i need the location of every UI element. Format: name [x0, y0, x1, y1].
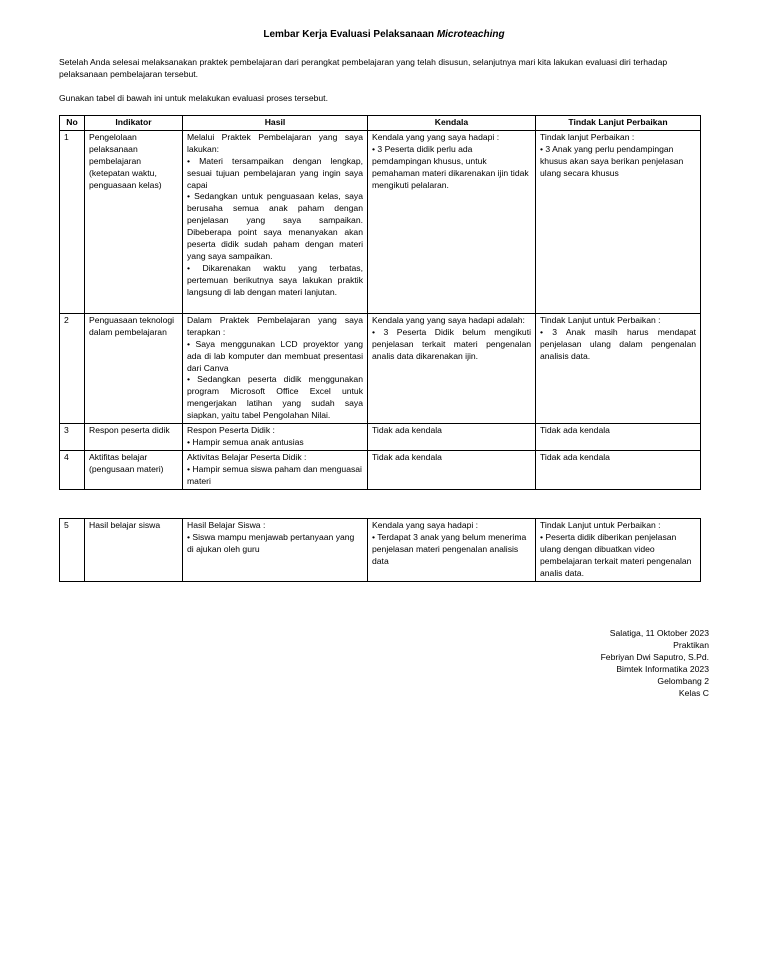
- cell-line: • 3 Peserta Didik belum mengikuti penjelasan terkait materi pengenalan analis data dikarenakan ijin.: [372, 326, 531, 361]
- header-no: No: [60, 116, 85, 131]
- header-hasil: Hasil: [183, 116, 368, 131]
- cell-line: Kendala yang saya hadapi :: [372, 520, 479, 530]
- cell-line: • Hampir semua siswa paham dan menguasai materi: [187, 463, 362, 486]
- cell-no: 4: [60, 450, 85, 489]
- evaluation-table-continued: [59, 518, 701, 582]
- cell-line: Melalui Praktek Pembelajaran yang saya lakukan:: [187, 131, 363, 154]
- header-tindak-lanjut: Tindak Lanjut Perbaikan: [536, 116, 701, 131]
- cell-line: • Sedangkan untuk penguasaan kelas, saya berusaha semua anak paham dengan penjelasan yang saya sampaikan. Dibeberapa point saya menanyakan akan peserta didik sudah paham dengan materi yang saya sampaikan.: [187, 191, 363, 261]
- cell-kendala: [368, 313, 536, 423]
- cell-line: • Materi tersampaikan dengan lengkap, sesuai tujuan pembelajaran yang ingin saya capai: [187, 155, 363, 190]
- cell-tindak-lanjut: [536, 519, 701, 582]
- cell-tindak-lanjut: Tidak ada kendala: [536, 424, 701, 451]
- cell-tindak-lanjut: [536, 130, 701, 313]
- signature-name: Febriyan Dwi Saputro, S.Pd.: [600, 652, 709, 662]
- header-kendala: Kendala: [368, 116, 536, 131]
- cell-line: • Peserta didik diberikan penjelasan ulang dengan dibuatkan video pembelajaran terkait materi pengenalan analis data.: [540, 531, 692, 578]
- cell-line: Aktivitas Belajar Peserta Didik :: [187, 451, 307, 462]
- cell-kendala: [368, 519, 536, 582]
- cell-line: Dalam Praktek Pembelajaran yang saya terapkan :: [187, 314, 363, 337]
- cell-indikator: Respon peserta didik: [85, 424, 183, 451]
- table-row: [60, 519, 701, 582]
- signature-batch: Gelombang 2: [657, 676, 709, 686]
- cell-kendala: [368, 130, 536, 313]
- cell-line: Tindak Lanjut untuk Perbaikan :: [540, 520, 661, 530]
- evaluation-table: [59, 115, 701, 490]
- cell-line: • Sedangkan peserta didik menggunakan program Microsoft Office Excel untuk mengerjakan latihan yang sudah saya siapkan, yaitu tabel Pengolahan Nilai.: [187, 374, 363, 421]
- cell-tindak-lanjut: [536, 313, 701, 423]
- cell-kendala: Tidak ada kendala: [368, 450, 536, 489]
- cell-line: • Terdapat 3 anak yang belum menerima penjelasan materi pengenalan analisis data: [372, 531, 527, 566]
- cell-line: • Dikarenakan waktu yang terbatas, pertemuan berikutnya saya lakukan praktik langsung di lab dengan materi lanjutan.: [187, 262, 363, 297]
- header-indikator: Indikator: [85, 116, 183, 131]
- cell-no: 1: [60, 130, 85, 313]
- intro-paragraph: Setelah Anda selesai melaksanakan praktek pembelajaran dari perangkat pembelajaran yang telah disusun, selanjutnya mari kita lakukan evaluasi diri terhadap pelaksanaan pembelajaran tersebut.: [59, 57, 668, 79]
- cell-line: Respon Peserta Didik :: [187, 425, 275, 436]
- signature-class: Kelas C: [678, 688, 709, 698]
- signature-place-date: Salatiga, 11 Oktober 2023: [609, 628, 709, 638]
- cell-line: Tindak Lanjut untuk Perbaikan :: [540, 314, 661, 325]
- cell-hasil: [183, 424, 368, 451]
- cell-hasil: [183, 450, 368, 489]
- table-row: [60, 450, 701, 489]
- cell-line: • 3 Anak masih harus mendapat penjelasan ulang dalam pengenalan analisis data.: [540, 326, 696, 361]
- cell-indikator: Penguasaan teknologi dalam pembelajaran: [85, 313, 183, 423]
- signature-program: Bimtek Informatika 2023: [616, 664, 709, 674]
- cell-no: 3: [60, 424, 85, 451]
- signature-role: Praktikan: [673, 640, 709, 650]
- title-italic: Microteaching: [436, 29, 505, 40]
- cell-hasil: [183, 313, 368, 423]
- cell-line: Kendala yang yang saya hadapi :: [372, 131, 500, 142]
- cell-hasil: [183, 519, 368, 582]
- cell-tindak-lanjut: Tidak ada kendala: [536, 450, 701, 489]
- cell-line: Tindak lanjut Perbaikan :: [540, 131, 635, 142]
- cell-indikator: Pengelolaan pelaksanaan pembelajaran (ketepatan waktu, penguasaan kelas): [85, 130, 183, 313]
- document-title: [0, 29, 768, 40]
- cell-line: • Hampir semua anak antusias: [187, 436, 304, 447]
- cell-line: • Siswa mampu menjawab pertanyaan yang di ajukan oleh guru: [187, 531, 355, 554]
- cell-indikator: Aktifitas belajar (pengusaan materi): [85, 450, 183, 489]
- signature-block: [489, 627, 709, 699]
- cell-kendala: Tidak ada kendala: [368, 424, 536, 451]
- table-row: [60, 313, 701, 423]
- table-row: [60, 424, 701, 451]
- cell-indikator: Hasil belajar siswa: [85, 519, 183, 582]
- cell-line: • 3 Anak yang perlu pendampingan khusus akan saya berikan penjelasan ulang secara khusus: [540, 143, 684, 178]
- table-header-row: [60, 116, 701, 131]
- cell-no: 5: [60, 519, 85, 582]
- cell-hasil: [183, 130, 368, 313]
- cell-line: • Saya menggunakan LCD proyektor yang ada di lab komputer dan membuat presentasi dari Canva: [187, 338, 363, 373]
- cell-line: Hasil Belajar Siswa :: [187, 520, 266, 530]
- cell-no: 2: [60, 313, 85, 423]
- cell-line: • 3 Peserta didik perlu ada pemdampingan khusus, untuk pemahaman materi dikarenakan ijin tidak mengikuti pelalaran.: [372, 143, 529, 190]
- title-main: Lembar Kerja Evaluasi Pelaksanaan: [263, 29, 437, 40]
- instruction-paragraph: Gunakan tabel di bawah ini untuk melakukan evaluasi proses tersebut.: [59, 93, 328, 103]
- table-row: [60, 130, 701, 313]
- cell-line: Kendala yang yang saya hadapi adalah:: [372, 314, 525, 325]
